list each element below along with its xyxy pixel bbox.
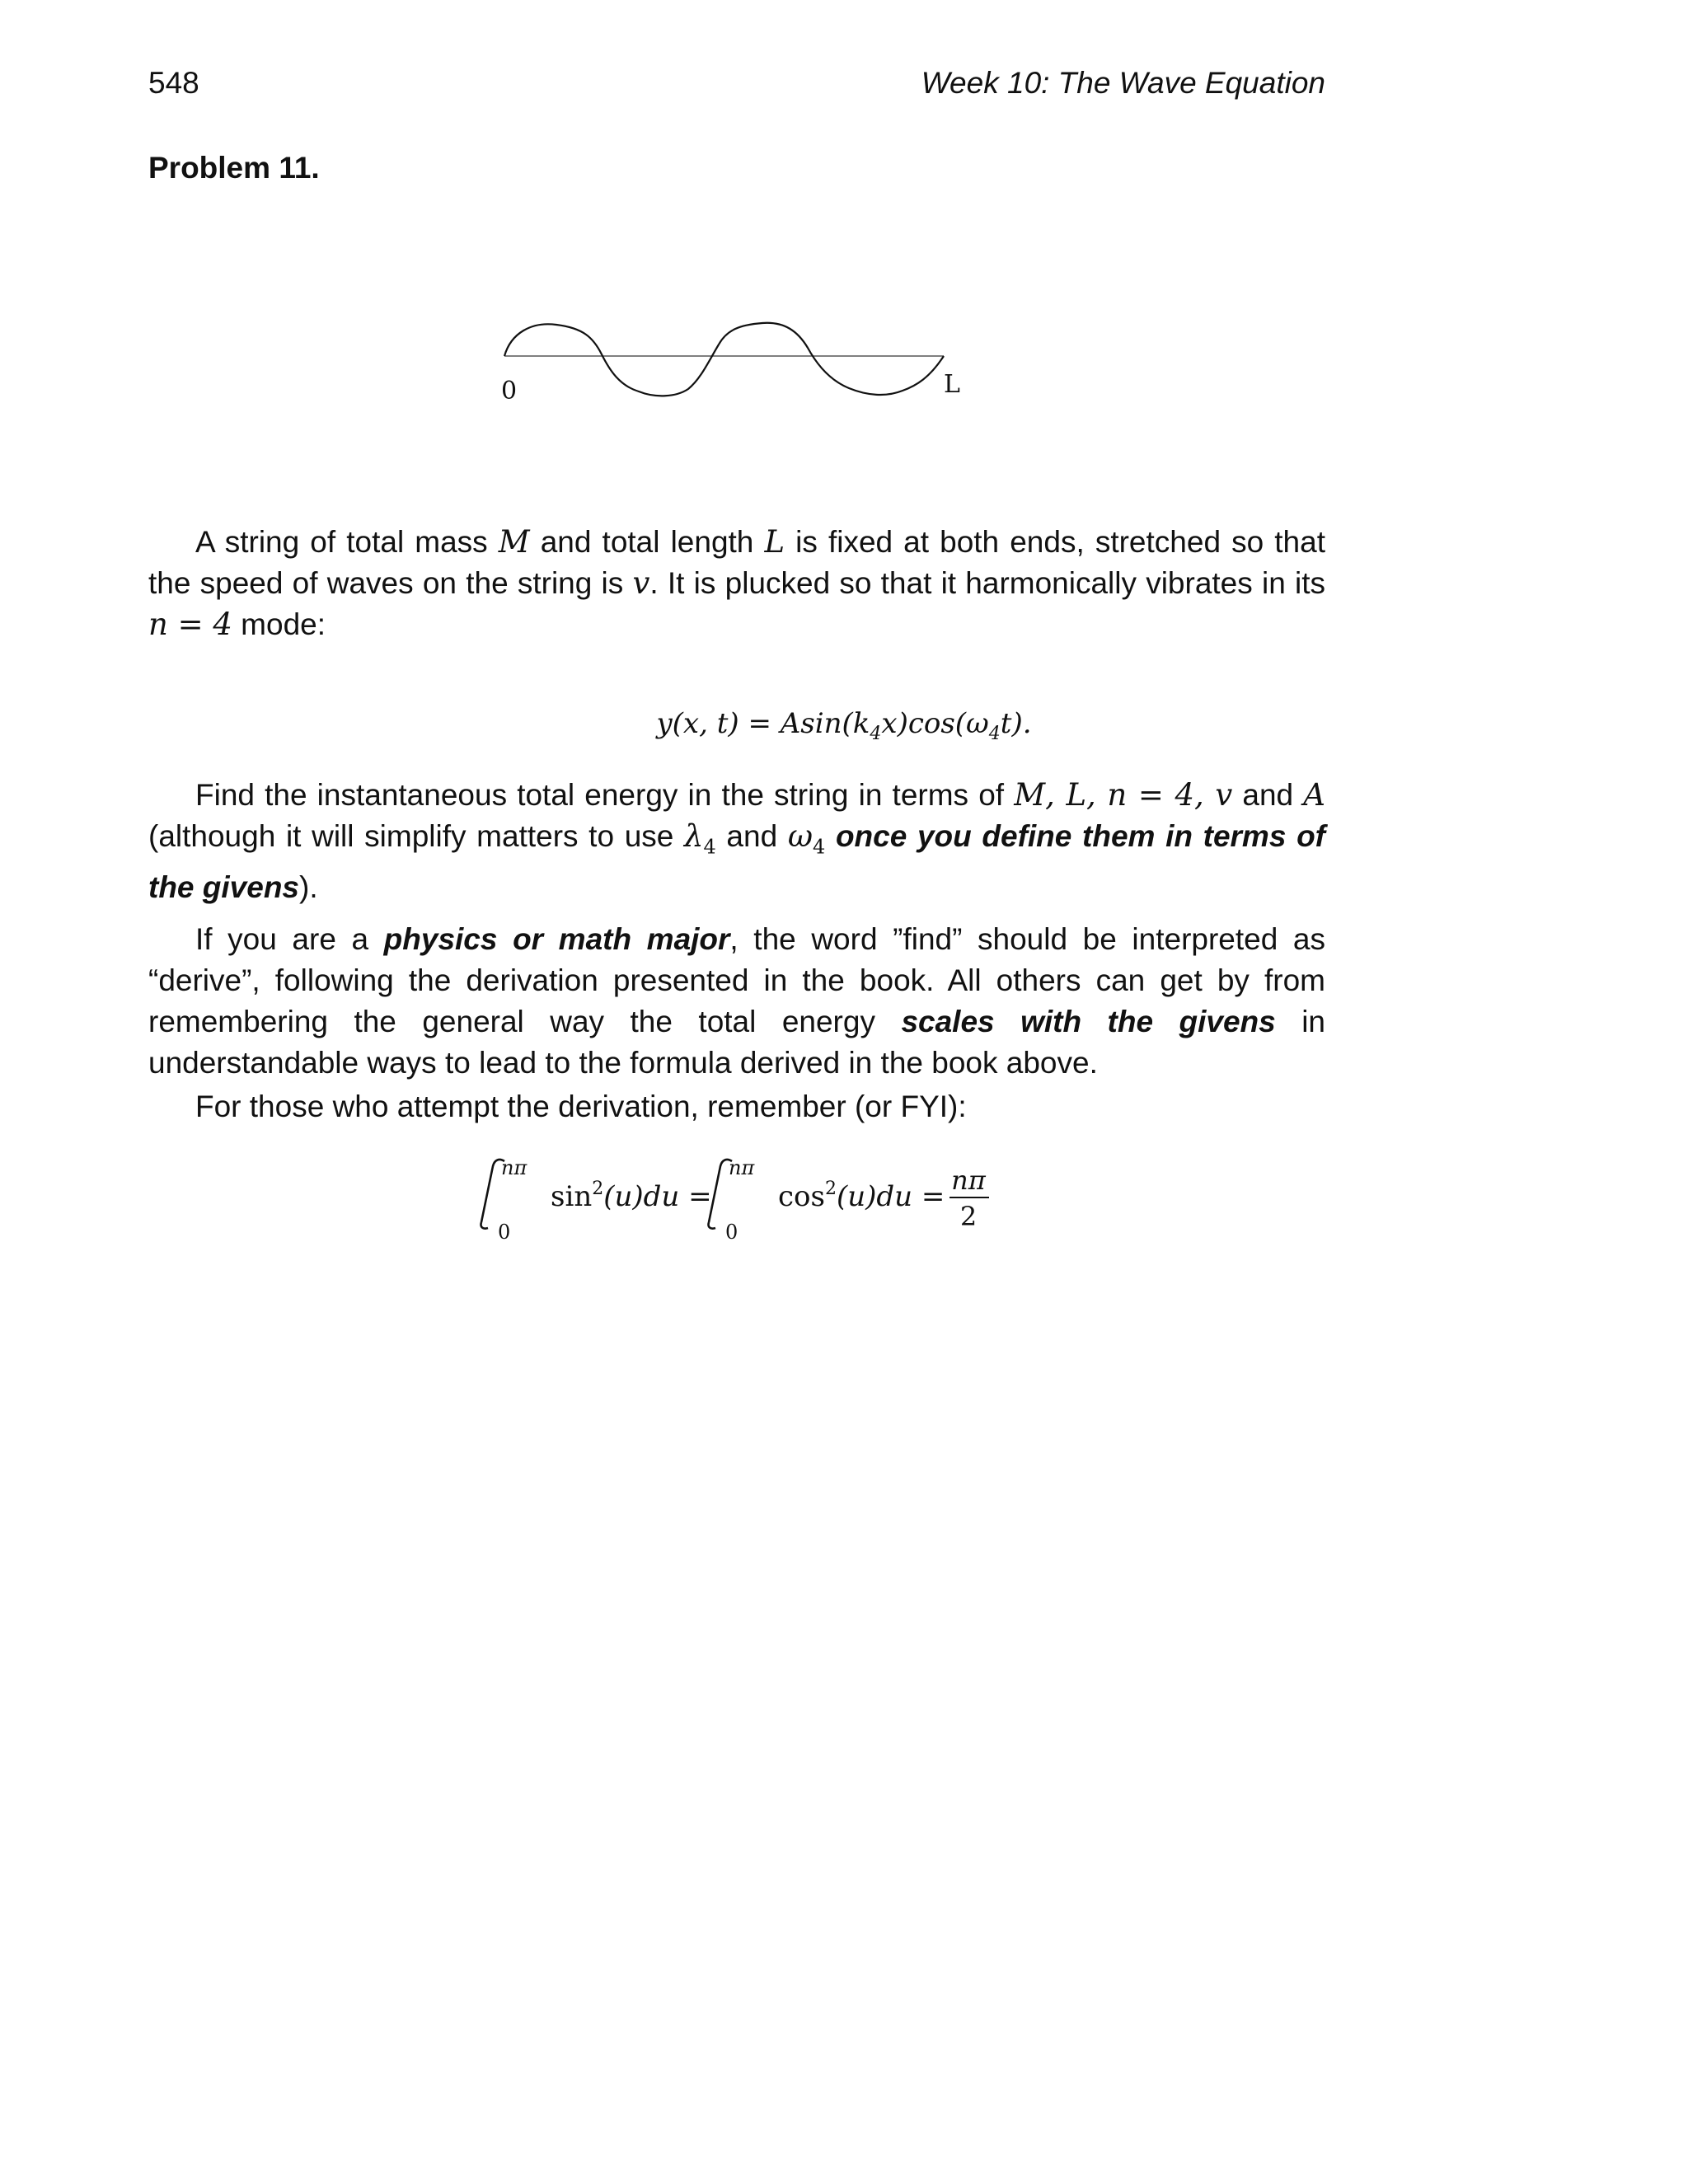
math-omega: ω bbox=[787, 818, 813, 854]
paragraph-majors-note bbox=[148, 919, 1325, 1084]
math-speed: v bbox=[632, 565, 650, 601]
integral-identity bbox=[462, 1150, 1006, 1249]
paragraph-fyi bbox=[148, 1086, 1325, 1127]
emphasis: physics or math major bbox=[383, 922, 730, 956]
equation-lhs: y(x, t) = bbox=[656, 707, 781, 740]
subscript: 4 bbox=[988, 724, 1001, 744]
wave-curve bbox=[504, 323, 944, 396]
equation-rhs-part: Asin(k bbox=[780, 707, 870, 740]
emphasis: once you define them in terms of the givens bbox=[148, 819, 1325, 905]
upper-limit: nπ bbox=[729, 1156, 755, 1179]
text-run: in understandable ways to lead to the formula derived in the book above. bbox=[148, 1005, 1325, 1080]
math-length: L bbox=[764, 524, 785, 560]
text-run: and bbox=[715, 819, 788, 853]
svg-text:y(x, t) = Asin(k4x)cos(ω4t). bbox=[654, 707, 1031, 744]
text-run: and bbox=[1232, 778, 1304, 812]
problem-title: Problem 11. bbox=[148, 151, 320, 185]
svg-text:cos2(u)du = bbox=[778, 1179, 945, 1213]
integrand-tail: (u)du = bbox=[603, 1180, 712, 1213]
text-run: Find the instantaneous total energy in the string in terms of bbox=[195, 778, 1015, 812]
page-number: 548 bbox=[148, 66, 199, 100]
subscript: 4 bbox=[703, 835, 716, 859]
text-run: , the word ”find” should be interpreted as “derive”, following the derivation presented in the book. All others can get by from remembering the general way the total energy bbox=[148, 922, 1325, 1038]
paragraph-problem-statement bbox=[148, 522, 1325, 645]
lower-limit: 0 bbox=[725, 1221, 738, 1244]
math-lambda: λ bbox=[684, 818, 704, 854]
text-run: and total length bbox=[529, 525, 765, 559]
sin-function: sin bbox=[551, 1180, 593, 1213]
svg-text:sin2(u)du = bbox=[551, 1179, 712, 1213]
equation-rhs-part: t). bbox=[1000, 707, 1032, 740]
text-run: A string of total mass bbox=[195, 525, 499, 559]
wave-equation bbox=[0, 696, 1688, 746]
equation-rhs-part: x)cos(ω bbox=[881, 707, 989, 740]
running-title: Week 10: The Wave Equation bbox=[921, 66, 1325, 100]
superscript: 2 bbox=[592, 1179, 604, 1199]
math-mass: M bbox=[498, 524, 530, 560]
text-run: If you are a bbox=[195, 922, 384, 956]
subscript: 4 bbox=[870, 724, 882, 744]
paragraph-find-energy bbox=[148, 775, 1325, 908]
text-run bbox=[825, 819, 836, 853]
left-end-label: 0 bbox=[501, 377, 518, 405]
math-mode: n = 4 bbox=[148, 607, 232, 642]
upper-limit: nπ bbox=[501, 1156, 528, 1179]
math-amplitude: A bbox=[1303, 777, 1325, 813]
text-run: ). bbox=[299, 870, 318, 905]
text-run: . It is plucked so that it harmonically vibrates in its bbox=[649, 566, 1325, 600]
text-run: For those who attempt the derivation, remember (or FYI): bbox=[195, 1090, 967, 1123]
integrand-tail: (u)du = bbox=[836, 1180, 945, 1213]
fraction-denominator: 2 bbox=[959, 1201, 978, 1232]
fraction-numerator: nπ bbox=[951, 1165, 986, 1196]
cos-function: cos bbox=[778, 1180, 825, 1213]
lower-limit: 0 bbox=[498, 1221, 511, 1244]
right-end-label: L bbox=[944, 370, 960, 399]
text-run: mode: bbox=[232, 607, 326, 641]
emphasis: scales with the givens bbox=[901, 1005, 1276, 1038]
math-givens: M, L, n = 4, v bbox=[1014, 777, 1233, 813]
superscript: 2 bbox=[824, 1179, 837, 1199]
subscript: 4 bbox=[812, 835, 826, 859]
text-run: (although it will simplify matters to use bbox=[148, 819, 685, 853]
text-run: is fixed at both ends, stretched so that the speed of waves on the string is bbox=[148, 525, 1325, 600]
standing-wave-figure bbox=[478, 305, 989, 420]
